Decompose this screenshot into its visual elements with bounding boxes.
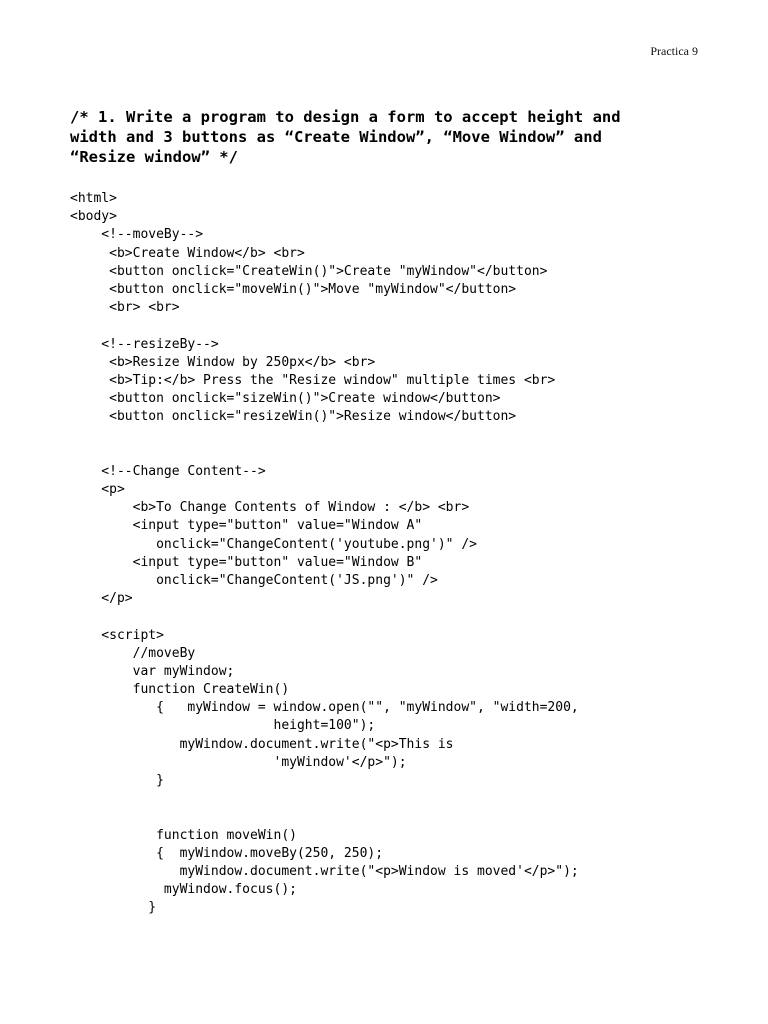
code-line: onclick="ChangeContent('youtube.png')" /> (70, 536, 477, 552)
code-line: <input type="button" value="Window B" (70, 554, 423, 570)
code-line: <p> (70, 482, 125, 497)
code-line: <!--resizeBy--> (70, 336, 219, 352)
code-line (70, 790, 730, 808)
code-line: <button onclick="moveWin()">Move "myWindow"</button> (70, 281, 517, 297)
code-line: <button onclick="CreateWin()">Create "myWindow"</button> (70, 263, 548, 279)
code-line: <!--moveBy--> (70, 227, 204, 243)
code-line: <b>To Change Contents of Window : </b> <br> (70, 500, 470, 516)
code-line: 'myWindow'</p>"); (70, 754, 407, 770)
code-line (70, 317, 730, 335)
code-line: </p> (70, 591, 133, 607)
heading-line: width and 3 buttons as “Create Window”, “Move Window” and (70, 128, 602, 146)
code-listing (70, 190, 730, 918)
code-line: function moveWin() (70, 827, 297, 843)
code-line: myWindow.focus(); (70, 882, 297, 898)
code-line (70, 608, 730, 626)
code-line (70, 445, 730, 463)
code-line: <button onclick="resizeWin()">Resize window</button> (70, 409, 517, 425)
heading-line: “Resize window” */ (70, 148, 238, 166)
exercise-heading (70, 107, 710, 167)
code-line: <br> <br> (70, 300, 180, 316)
code-line: height=100"); (70, 718, 376, 734)
page-header-label: Practica 9 (650, 44, 698, 58)
code-line: onclick="ChangeContent('JS.png')" /> (70, 572, 438, 588)
code-line: <b>Create Window</b> <br> (70, 245, 305, 261)
code-line: { myWindow.moveBy(250, 250); (70, 845, 384, 861)
code-line: <button onclick="sizeWin()">Create window</button> (70, 391, 501, 407)
code-line: function CreateWin() (70, 682, 290, 698)
code-line (70, 426, 730, 444)
code-line: <script> (70, 627, 164, 643)
code-line: { myWindow = window.open("", "myWindow", "width=200, (70, 700, 579, 716)
code-line: //moveBy (70, 645, 196, 661)
heading-line: /* 1. Write a program to design a form to accept height and (70, 108, 621, 126)
code-line: } (70, 773, 164, 788)
code-line: <body> (70, 209, 117, 225)
code-line: <!--Change Content--> (70, 463, 266, 479)
code-line (70, 808, 730, 826)
code-line: <b>Resize Window by 250px</b> <br> (70, 354, 376, 370)
code-line: <html> (70, 191, 117, 206)
code-line: <input type="button" value="Window A" (70, 518, 423, 534)
code-line: var myWindow; (70, 663, 235, 679)
code-line: myWindow.document.write("<p>Window is moved'</p>"); (70, 863, 579, 879)
code-line: myWindow.document.write("<p>This is (70, 736, 454, 752)
code-line: } (70, 900, 157, 916)
code-line: <b>Tip:</b> Press the "Resize window" multiple times <br> (70, 372, 556, 388)
